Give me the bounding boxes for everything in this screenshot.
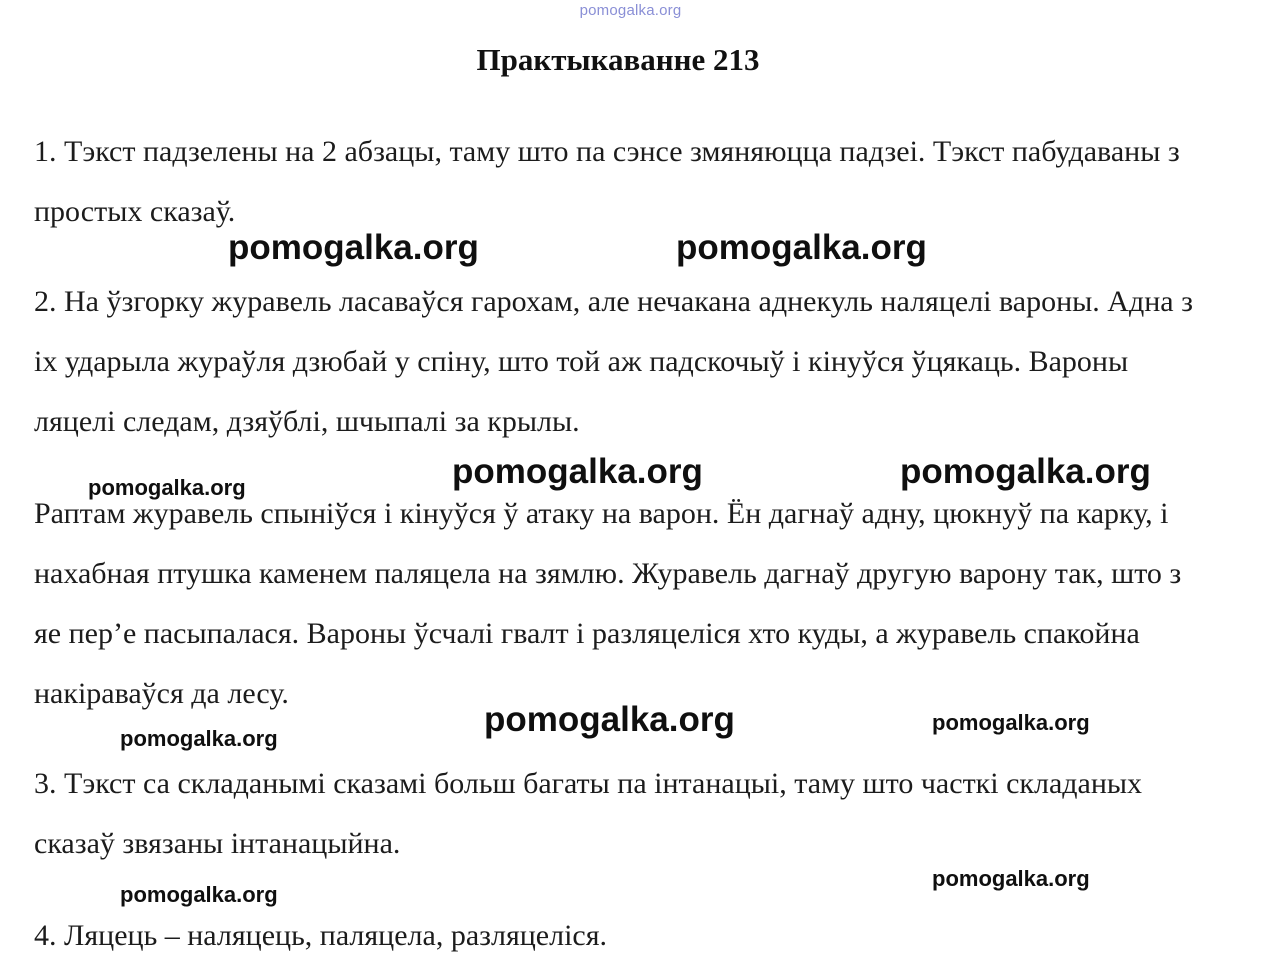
answer-4: 4. Ляцець – наляцець, паляцела, разляцеліся.	[34, 919, 608, 952]
watermark: pomogalka.org	[676, 228, 927, 267]
watermark: pomogalka.org	[120, 882, 278, 907]
watermark: pomogalka.org	[452, 452, 703, 491]
watermark: pomogalka.org	[228, 228, 479, 267]
watermark: pomogalka.org	[88, 475, 246, 500]
watermark: pomogalka.org	[120, 726, 278, 751]
site-mark: pomogalka.org	[579, 2, 682, 19]
answer-2-paragraph-2: Раптам журавель спыніўся і кінуўся ў атаку на варон. Ён дагнаў адну, цюкнуў па карку, і нахабная птушка каменем паляцела на зямлю. Журавель дагнаў другую варону так, што з яе пер’е пасыпалася. Вароны ўсчалі гвалт і разляцеліся хто куды, а журавель спакойна накіраваўся да лесу.	[34, 497, 1182, 710]
answer-2-paragraph-1: 2. На ўзгорку журавель ласаваўся гарохам, але нечакана аднекуль наляцелі вароны. Адна з іх ударыла жураўля дзюбай у спіну, што той аж падскочыў і кінуўся ўцякаць. Вароны ляцелі следам, дзяўблі, шчыпалі за крылы.	[34, 285, 1193, 438]
watermark: pomogalka.org	[484, 700, 735, 739]
watermark: pomogalka.org	[900, 452, 1151, 491]
answer-1: 1. Тэкст падзелены на 2 абзацы, таму што па сэнсе змяняюцца падзеі. Тэкст пабудаваны з простых сказаў.	[34, 135, 1180, 228]
watermark: pomogalka.org	[932, 866, 1090, 891]
page-title: Практыкаванне 213	[476, 42, 760, 77]
answer-3: 3. Тэкст са складанымі сказамі больш багаты па інтанацыі, таму што часткі складаных сказаў звязаны інтанацыйна.	[34, 767, 1143, 860]
watermark: pomogalka.org	[932, 710, 1090, 735]
